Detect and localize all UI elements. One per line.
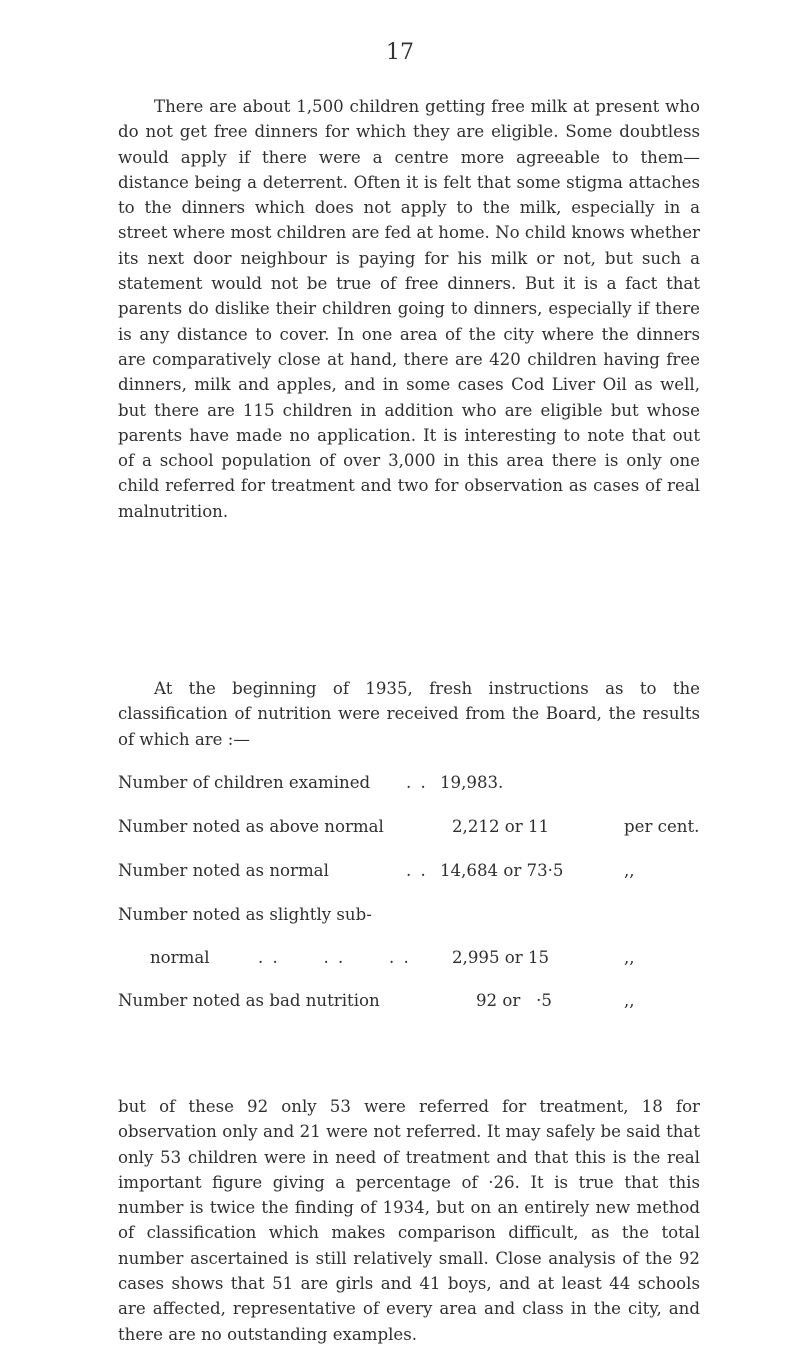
stat-leader-dots: . . [406, 861, 428, 880]
stat-leader-dots: . . . . . . [258, 948, 411, 967]
stat-row-above-normal [118, 817, 718, 861]
stat-label-continued: normal [150, 948, 210, 967]
stat-label: Number noted as above normal [118, 817, 384, 836]
stat-value: 19,983. [440, 773, 504, 792]
stat-label: Number noted as bad nutrition [118, 991, 380, 1010]
stat-value: 2,212 or 11 [452, 817, 550, 836]
stat-row-examined [118, 773, 718, 817]
page-number: 17 [386, 40, 414, 65]
stat-label: Number of children examined [118, 773, 371, 792]
stat-row-slightly-subnormal [118, 905, 718, 991]
body-paragraph-classification-intro: At the beginning of 1935, fresh instructions as to the classification of nutrition were received from the Board, the results of which are :— [118, 679, 700, 749]
stat-unit: per cent. [624, 817, 700, 836]
stat-value: 2,995 or 15 [452, 948, 550, 967]
stat-value: 14,684 or 73·5 [440, 861, 564, 880]
stat-label: Number noted as normal [118, 861, 329, 880]
stat-unit: ,, [624, 991, 635, 1010]
nutrition-results-table [118, 773, 718, 1035]
stat-row-bad-nutrition [118, 991, 718, 1035]
body-paragraph-referrals: but of these 92 only 53 were referred for treatment, 18 for observation only and 21 were not referred. It may safely be said that only 53 children were in need of treatment and that this is the real important figure giving a percentage of ·26. It is true that this number is twice the finding of 1934, but on an entirely new method of classification which makes comparison difficult, as the total number ascertained is still relatively small. Close analysis of the 92 cases shows that 51 are girls and 41 boys, and at least 44 schools are affected, representative of every area and class in the city, and there are no outstanding examples. [118, 1097, 700, 1344]
stat-row-normal [118, 861, 718, 905]
stat-label: Number noted as slightly sub- [118, 905, 372, 924]
body-paragraph-milk-dinners: There are about 1,500 children getting free milk at present who do not get free dinners for which they are eligible. Some doubtless would apply if there were a centre more agreeable to them—distance being a deterrent. Often it is felt that some stigma attaches to the dinners which does not apply to the milk, especially in a street where most children are fed at home. No child knows whether its next door neighbour is paying for his milk or not, but such a statement would not be true of free dinners. But it is a fact that parents do dislike their children going to dinners, especially if there is any distance to cover. In one area of the city where the dinners are comparatively close at hand, there are 420 children having free dinners, milk and apples, and in some cases Cod Liver Oil as well, but there are 115 children in addition who are eligible but whose parents have made no application. It is interesting to note that out of a school population of over 3,000 in this area there is only one child referred for treatment and two for observation as cases of real malnutrition. [118, 97, 700, 521]
stat-unit: ,, [624, 861, 635, 880]
stat-value: 92 or ·5 [476, 991, 552, 1010]
stat-unit: ,, [624, 948, 635, 967]
stat-leader-dots: . . [406, 773, 428, 792]
